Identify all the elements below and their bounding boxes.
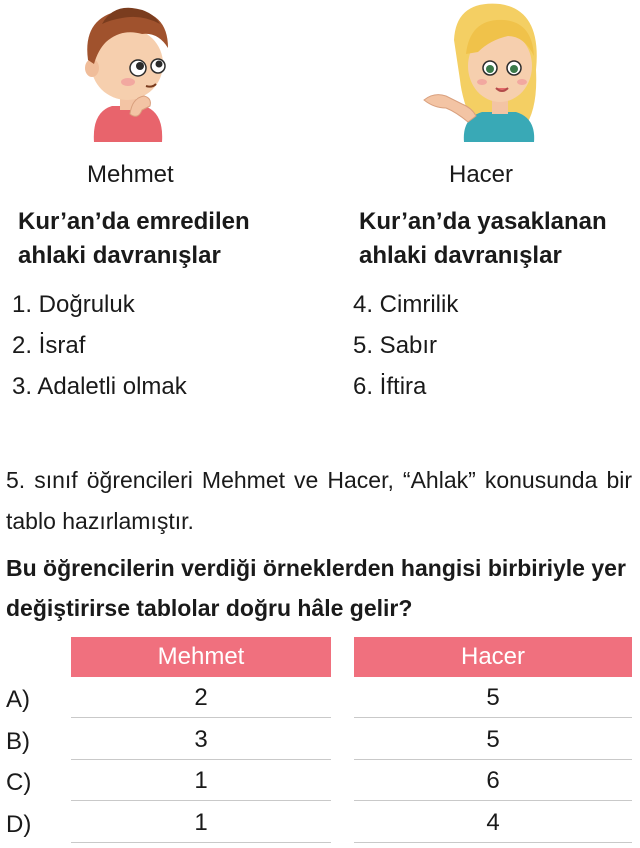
hacer-item: 4. Cimrilik [353,291,459,318]
hacer-item: 5. Sabır [353,332,438,359]
hacer-heading-line2: ahlaki davranışlar [359,242,562,269]
option-a-hacer-cell: 5 [354,678,632,718]
mehmet-item: 1. Doğruluk [12,291,135,318]
option-label-a[interactable]: A) [6,686,30,713]
mehmet-heading-line1: Kur’an’da emredilen [18,208,250,235]
mehmet-item: 2. İsraf [12,332,86,359]
option-label-c[interactable]: C) [6,769,32,796]
hacer-heading-line1: Kur’an’da yasaklanan [359,208,607,235]
option-a-mehmet-cell: 2 [71,678,331,718]
option-label-d[interactable]: D) [6,811,32,838]
hacer-item: 6. İftira [353,373,427,400]
option-label-b[interactable]: B) [6,728,30,755]
table-header-hacer: Hacer [354,637,632,677]
option-c-mehmet-cell: 1 [71,761,331,801]
mehmet-item: 3. Adaletli olmak [12,373,187,400]
girl-avatar-illustration [420,0,550,142]
mehmet-heading [18,205,250,273]
hacer-heading [359,205,607,273]
option-b-hacer-cell: 5 [354,720,632,760]
question-intro: 5. sınıf öğrencileri Mehmet ve Hacer, “Ahlak” konusunda bir tablo hazırlamıştır. [6,467,632,534]
option-d-mehmet-cell: 1 [71,803,331,843]
table-header-mehmet: Mehmet [71,637,331,677]
hacer-name: Hacer [449,161,514,188]
mehmet-name: Mehmet [87,161,174,188]
question-prompt: Bu öğrencilerin verdiği örneklerden hangisi birbiriyle yer değiştirirse tablolar doğru hâle gelir? [6,555,626,621]
mehmet-heading-line2: ahlaki davranışlar [18,242,221,269]
boy-avatar-illustration [72,2,182,142]
option-c-hacer-cell: 6 [354,761,632,801]
option-d-hacer-cell: 4 [354,803,632,843]
option-b-mehmet-cell: 3 [71,720,331,760]
